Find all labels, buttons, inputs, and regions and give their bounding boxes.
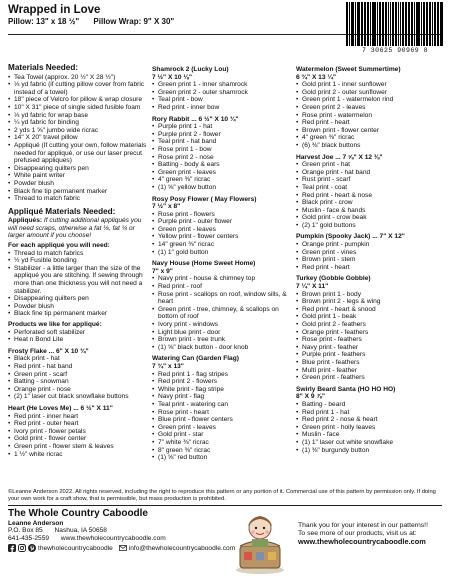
block-item: • (2) 1" laser cut black snowflake buttons: [8, 393, 148, 401]
block-item: • Rust print - scarf: [296, 176, 446, 184]
barcode-bar: [427, 2, 428, 46]
footer-divider: [8, 505, 442, 506]
block-items: [152, 123, 292, 191]
block-item: • Red print - outer heart: [8, 420, 148, 428]
block-item: • Green print - flower stem & leaves: [8, 443, 148, 451]
barcode-bar: [417, 2, 420, 46]
block-item: • (6) ⅜" black buttons: [296, 142, 446, 150]
block-items: [152, 81, 292, 111]
block-item: • Red print - heart: [296, 119, 446, 127]
barcode-bar: [400, 2, 401, 46]
applique-need-item: • Black fine tip permanent marker: [8, 310, 148, 318]
barcode-bar: [352, 2, 354, 46]
po-box: P.O. Box 85: [8, 527, 43, 535]
material-item: • ⅓ yd fabric (if cutting pillow cover from fabric instead of a towel): [8, 81, 148, 96]
barcode-bar: [372, 2, 373, 46]
pattern-block: [296, 66, 446, 150]
block-item: • 7" white ⅜" ricrac: [152, 439, 292, 447]
barcode-bar: [392, 2, 394, 46]
each-applique-label: For each appliqué you will need:: [8, 242, 110, 250]
block-item: • Rose print 2 - nose: [152, 154, 292, 162]
barcode-bar: [357, 2, 360, 46]
block-item: • Red print - heart & snood: [296, 306, 446, 314]
barcode-bar: [373, 2, 376, 46]
block-item: • 1 ½" white ricrac: [8, 451, 148, 459]
block-item: • Muslin - face & hands: [296, 207, 446, 215]
block-item: • Black print - hat: [8, 355, 148, 363]
barcode-bar: [351, 2, 352, 46]
applique-heading: Appliqué Materials Needed:: [8, 206, 116, 216]
barcode-bar: [398, 2, 399, 46]
block-item: • Green print 1 - watermelon rind: [296, 96, 446, 104]
barcode-bar: [411, 2, 413, 46]
barcode-bar: [402, 2, 404, 46]
block-item: • Green print - tree, chimney, & scallops on bottom of roof: [152, 306, 292, 321]
block-item: • Red print 2 - flowers: [152, 378, 292, 386]
pattern-block: [152, 196, 292, 257]
barcode-bar: [395, 2, 398, 46]
material-item: • Tea Towel (approx. 20 ½" X 28 ½"): [8, 74, 148, 82]
barcode-bar: [379, 2, 381, 46]
block-item: • Gold print 2 - feathers: [296, 321, 446, 329]
each-applique-list: [8, 250, 148, 318]
barcode-bar: [383, 2, 384, 46]
social-links: [8, 544, 236, 552]
block-item: • Orange print - feathers: [296, 329, 446, 337]
material-item: • ¼ yd fabric for binding: [8, 119, 148, 127]
block-item: • Orange print - pumpkin: [296, 241, 446, 249]
block-item: • Purple print - outer flower: [152, 218, 292, 226]
block-item: • Brown print 2 - legs & wing: [296, 298, 446, 306]
barcode-bar: [388, 2, 389, 46]
block-item: • Rose print - feathers: [296, 336, 446, 344]
copyright-notice: ©Leanne Anderson 2022. All rights reserved, including the right to reproduce this pattern or any portion of it. Commercial use of this pattern by permission only. If doing your own work for a craft show, that is permissible, but mass production is prohibited.: [8, 489, 436, 502]
block-item: • Teal print - bow: [152, 96, 292, 104]
barcode-bar: [370, 2, 371, 46]
block-item: • White print - flag stripe: [152, 386, 292, 394]
barcode-bar: [362, 2, 363, 46]
material-item: • Thread to match fabric: [8, 195, 148, 203]
block-item: • Orange print - nose: [8, 386, 148, 394]
block-item: • Blue print - feathers: [296, 359, 446, 367]
block-item: • Blue print - flower centers: [152, 416, 292, 424]
block-item: • Light blue print - door: [152, 329, 292, 337]
barcode-bar: [423, 2, 425, 46]
pinterest-icon: [28, 544, 36, 552]
block-item: • Purple print 1 - hat: [152, 123, 292, 131]
block-item: • (1) 1" gold button: [152, 249, 292, 257]
block-item: • Green print - leaves: [152, 424, 292, 432]
pattern-block: [152, 355, 292, 461]
instagram-icon: [18, 544, 26, 552]
barcode-bar: [406, 2, 407, 46]
block-item: • Navy print - flag: [152, 393, 292, 401]
pattern-block: [296, 154, 446, 230]
block-item: • Gold print 2 - outer sunflower: [296, 89, 446, 97]
thank-you-note: [298, 522, 444, 546]
block-item: • Purple print - feathers: [296, 351, 446, 359]
block-items: [8, 355, 148, 401]
barcode-bars: [346, 2, 444, 46]
applique-intro: [8, 217, 148, 240]
block-items: [152, 275, 292, 351]
block-item: • Green print - hat: [296, 161, 446, 169]
block-item: • (1) 1" laser cut white snowflake: [296, 439, 446, 447]
block-items: [296, 291, 446, 382]
block-item: • 8" green ⅜" ricrac: [152, 447, 292, 455]
block-item: • Black print - crow: [296, 199, 446, 207]
barcode-bar: [364, 2, 366, 46]
block-item: • Green print - leaves: [152, 169, 292, 177]
barcode-bar: [349, 2, 350, 46]
material-item: • 2 yds 1 ⅝" jumbo wide ricrac: [8, 127, 148, 135]
barcode-bar: [434, 2, 436, 46]
block-item: • (1) ⅜" burgundy button: [296, 447, 446, 455]
block-item: • Green print - vines: [296, 249, 446, 257]
city: Nashua, IA 50658: [54, 527, 107, 535]
barcode-bar: [432, 2, 433, 46]
block-title: Pumpkin (Spooky Jack) ... 7" X 12": [296, 233, 405, 241]
block-item: • Red print - roof: [152, 283, 292, 291]
block-title: Navy House (Home Sweet Home): [152, 260, 256, 268]
block-item: • Gold print - flower center: [8, 435, 148, 443]
block-title: Swirly Beard Santa (HO HO HO): [296, 385, 396, 393]
pattern-block: [296, 233, 446, 271]
applique-need-item: • Disappearing quilters pen: [8, 295, 148, 303]
column-middle: [152, 66, 292, 462]
block-item: • Rose print 1 - bow: [152, 146, 292, 154]
block-item: • Green print - feathers: [296, 374, 446, 382]
see-more-text: To see more of our products, visit us at:: [298, 530, 417, 537]
block-item: • Gold print 1 - inner sunflower: [296, 81, 446, 89]
page-header: [8, 4, 338, 26]
barcode-bar: [414, 2, 415, 46]
company-info: [8, 508, 236, 552]
block-item: • Ivory print - flower petals: [8, 428, 148, 436]
barcode-bar: [385, 2, 387, 46]
barcode-bar: [416, 2, 417, 46]
block-item: • Red print 1 - flag stripes: [152, 371, 292, 379]
material-item: • Black fine tip permanent marker: [8, 188, 148, 196]
pattern-block: [8, 348, 148, 401]
barcode-bar: [440, 2, 443, 46]
block-item: • Green print - scarf: [8, 371, 148, 379]
material-item: • Disappearing quilters pen: [8, 165, 148, 173]
block-item: • (1) ⅝" yellow button: [152, 184, 292, 192]
social-handle: thewholecountrycaboodle: [38, 544, 113, 552]
applique-need-item: • Powder blush: [8, 303, 148, 311]
block-title: Rosy Posy Flower ( May Flowers): [152, 195, 257, 203]
block-size: 8" X 9 ⅞": [296, 393, 325, 401]
pattern-block: [152, 116, 292, 192]
product-item: • Heat n Bond Lite: [8, 336, 148, 344]
block-item: • Red print - hat band: [8, 363, 148, 371]
block-size: 7 ½" x 8": [152, 203, 181, 211]
applique-intro-label: Appliqués:: [8, 217, 43, 225]
block-item: • Batting - body & ears: [152, 161, 292, 169]
company-name: The Whole Country Caboodle: [8, 508, 148, 519]
website-link[interactable]: www.thewholecountrycaboodle.com: [60, 534, 166, 542]
products-list: [8, 329, 148, 344]
block-item: • Red print - inner heart: [8, 413, 148, 421]
email-icon: [119, 544, 127, 552]
applique-need-item: • Thread to match fabrics: [8, 250, 148, 258]
website-link-large[interactable]: www.thewholecountrycaboodle.com: [298, 537, 426, 546]
products-label: Products we like for appliqué:: [8, 321, 102, 328]
block-size: 7" x 9": [152, 267, 173, 275]
barcode-bar: [408, 2, 410, 46]
block-title: Frosty Flake ... 6" X 10 ¾": [8, 347, 89, 355]
block-item: • Purple print 2 - flower: [152, 131, 292, 139]
col1-blocks: [8, 348, 148, 458]
email-address: info@thewholecountrycaboodle.com: [128, 544, 236, 552]
block-title: Shamrock 2 (Lucky Lou): [152, 66, 229, 73]
barcode-bar: [355, 2, 356, 46]
pattern-title: Wrapped in Love: [8, 4, 101, 16]
pattern-block: [296, 386, 446, 454]
block-title: Watermelon (Sweet Summertime): [296, 66, 401, 73]
barcode-bar: [421, 2, 422, 46]
block-title: Harvest Joe ... 7 ⅝" X 12 ⅜": [296, 153, 383, 161]
caboodle-logo-illustration: [230, 506, 290, 576]
block-item: • Red print 1 - hat: [296, 409, 446, 417]
block-item: • Green print 1 - inner shamrock: [152, 81, 292, 89]
block-item: • Red print - heart & nose: [296, 192, 446, 200]
block-item: • 4" green ⅜" ricrac: [296, 134, 446, 142]
block-item: • Brown print 1 - body: [296, 291, 446, 299]
block-items: [296, 241, 446, 271]
block-item: • Batting - beard: [296, 401, 446, 409]
pattern-block: [8, 405, 148, 458]
facebook-link[interactable]: [8, 544, 113, 552]
block-item: • (1) ⅝" black button - door knob: [152, 344, 292, 352]
barcode: [346, 2, 444, 56]
block-title: Rory Rabbit ... 6 ½" X 10 ¾": [152, 115, 239, 123]
block-items: [296, 161, 446, 229]
column-right: [296, 66, 446, 454]
block-item: • Brown print - tree trunk: [152, 336, 292, 344]
block-items: [296, 401, 446, 454]
materials-list: [8, 74, 148, 203]
facebook-icon: [8, 544, 16, 552]
block-title: Heart (He Loves Me) ... 6 ½" X 11": [8, 404, 113, 412]
pattern-block: [296, 275, 446, 381]
barcode-bar: [390, 2, 391, 46]
block-item: • 4" green ⅜" ricrac: [152, 176, 292, 184]
applique-need-item: • Stabilizer - a little larger than the size of the appliqué you are stitching. If sewing through more than one thickness you will not need a stabilizer.: [8, 265, 148, 295]
material-item: • 10" X 31" piece of single sided fusible foam: [8, 104, 148, 112]
barcode-bar: [426, 2, 427, 46]
block-item: • Red print - heart: [296, 264, 446, 272]
designer-name: Leanne Anderson: [8, 519, 64, 527]
applique-intro-text: If cutting additional appliqués you will need scraps, otherwise a fat ⅛, fat ¼ or larger amount if you choose!: [8, 217, 142, 240]
email-link[interactable]: [119, 544, 235, 552]
barcode-bar: [367, 2, 369, 46]
block-item: • Rose print - flowers: [152, 211, 292, 219]
block-title: Turkey (Gobble Gobble): [296, 275, 371, 283]
block-item: • Teal print - hat band: [152, 138, 292, 146]
block-item: • Red print - inner bow: [152, 104, 292, 112]
contact-line: [8, 535, 223, 543]
barcode-bar: [382, 2, 383, 46]
block-item: • Rose print - heart: [152, 409, 292, 417]
block-items: [296, 81, 446, 149]
block-item: • Rose print - scallops on roof, window sills, & heart: [152, 291, 292, 306]
block-item: • (1) ⅝" red button: [152, 454, 292, 462]
block-item: • Teal print - watering can: [152, 401, 292, 409]
pattern-sizes: [8, 17, 338, 26]
material-item: • Appliqué (If cutting your own, follow materials needed for appliqué, or use our laser precut prefused appliques): [8, 142, 148, 165]
barcode-bar: [429, 2, 431, 46]
block-size: 7 ¾" x 13": [152, 362, 184, 370]
block-item: • Green print - leaves: [152, 226, 292, 234]
material-item: • Powder blush: [8, 180, 148, 188]
block-size: 7 ¼" X 11": [296, 283, 329, 291]
material-item: • White paint writer: [8, 172, 148, 180]
column-left: [8, 62, 148, 458]
pattern-block: [152, 66, 292, 112]
block-item: • Brown print - stem: [296, 256, 446, 264]
block-item: • Multi print - feather: [296, 367, 446, 375]
block-size: 6 ¾" X 13 ¼": [296, 73, 336, 81]
block-items: [8, 413, 148, 459]
phone: 641-435-2559: [8, 534, 50, 542]
material-item: • 14" X 20" travel pillow: [8, 134, 148, 142]
materials-heading: Materials Needed:: [8, 63, 79, 72]
block-item: • Muslin - face: [296, 431, 446, 439]
block-item: • Gold print 1 - beak: [296, 313, 446, 321]
block-items: [152, 371, 292, 462]
block-item: • Navy print - house & chimney top: [152, 275, 292, 283]
block-item: • Navy print - feather: [296, 344, 446, 352]
barcode-number: 7 30625 90969 8: [361, 47, 428, 54]
pattern-block: [152, 260, 292, 351]
block-item: • Rose print - watermelon: [296, 112, 446, 120]
material-item: • 18" piece of Velcro for pillow & wrap closure: [8, 96, 148, 104]
block-item: • Gold print - crow beak: [296, 214, 446, 222]
block-item: • Green print 2 - outer shamrock: [152, 89, 292, 97]
product-item: • Perforated soft stabilizer: [8, 329, 148, 337]
barcode-bar: [377, 2, 378, 46]
block-item: • 14" green ⅜" ricrac: [152, 241, 292, 249]
block-item: • Ivory print - windows: [152, 321, 292, 329]
block-item: • Yellow print - flower centers: [152, 233, 292, 241]
block-item: • (2) 1" gold buttons: [296, 222, 446, 230]
block-item: • Green print 2 - leaves: [296, 104, 446, 112]
pillow-wrap-size: Pillow Wrap: 9" X 30": [93, 17, 175, 26]
block-title: Watering Can (Garden Flag): [152, 355, 239, 363]
block-item: • Green print - holly leaves: [296, 424, 446, 432]
pillow-size: Pillow: 13" x 18 ½": [8, 17, 80, 26]
block-item: • Teal print - coat: [296, 184, 446, 192]
barcode-bar: [437, 2, 438, 46]
applique-need-item: • ½ yd Fusible bonding: [8, 257, 148, 265]
thank-you-text: Thank you for your interest in our patterns!!: [298, 522, 428, 529]
block-item: • Batting - snowman: [8, 378, 148, 386]
barcode-bar: [346, 2, 348, 46]
block-item: • Orange print - hat band: [296, 169, 446, 177]
barcode-bar: [361, 2, 362, 46]
block-item: • Gold print - star: [152, 431, 292, 439]
block-item: • Brown print - flower center: [296, 127, 446, 135]
address: [8, 527, 223, 535]
block-items: [152, 211, 292, 257]
barcode-bar: [438, 2, 439, 46]
barcode-bar: [405, 2, 406, 46]
block-item: • Red print 2 - nose & heart: [296, 416, 446, 424]
material-item: • ⅓ yd fabric for wrap base: [8, 112, 148, 120]
block-size: 7 ½" X 10 ⅛": [152, 73, 192, 81]
